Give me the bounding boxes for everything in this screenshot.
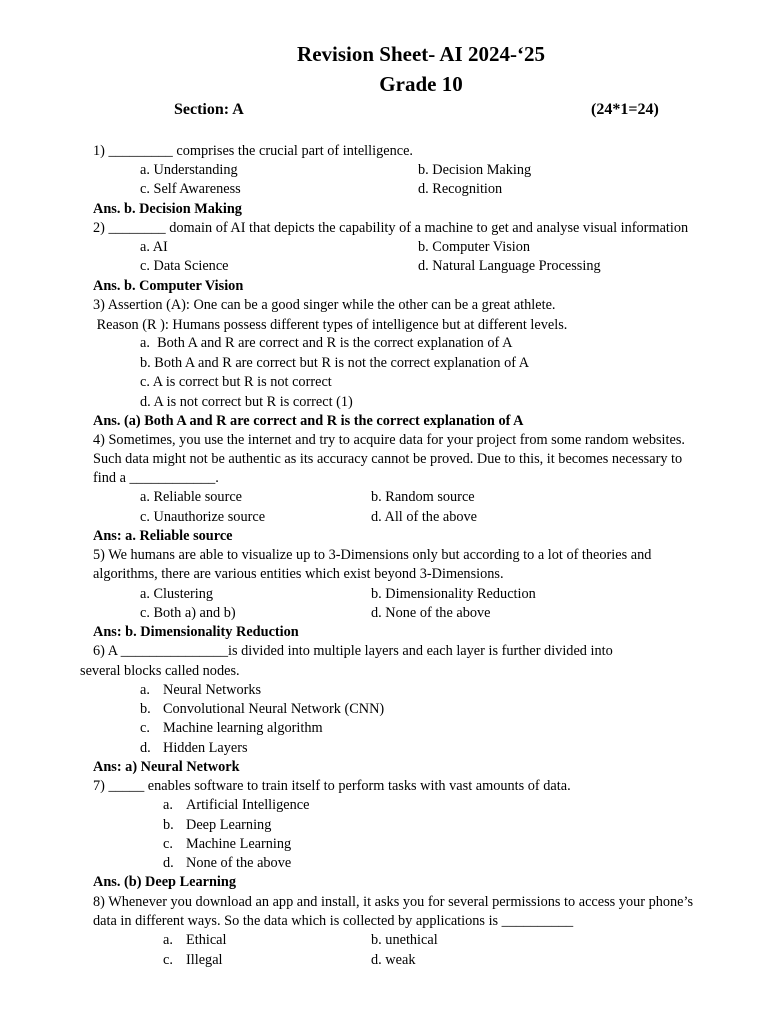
q4-option-b: b. Random source [371, 489, 475, 505]
q5-option-c: c. Both a) and b) [140, 605, 236, 621]
q1-option-c: c. Self Awareness [140, 181, 241, 197]
q1-answer: Ans. b. Decision Making [93, 201, 242, 217]
q6-option-a: Neural Networks [163, 682, 262, 698]
question-3-assertion: 3) Assertion (A): One can be a good singer while the other can be a great athlete. [93, 297, 556, 313]
q3-option-a: a. Both A and R are correct and R is the correct explanation of A [140, 335, 513, 351]
q7-option-c-marker: c. [163, 836, 173, 852]
q7-option-a-marker: a. [163, 797, 173, 813]
q6-option-c: Machine learning algorithm [163, 720, 323, 736]
q1-option-d: d. Recognition [418, 181, 503, 197]
grade-heading: Grade 10 [379, 72, 463, 96]
question-2: 2) ________ domain of AI that depicts the capability of a machine to get and analyse visual information [93, 220, 689, 236]
q7-answer: Ans. (b) Deep Learning [93, 874, 236, 890]
q3-option-c: c. A is correct but R is not correct [140, 374, 332, 390]
q5-answer: Ans: b. Dimensionality Reduction [93, 624, 299, 640]
q6-option-b: Convolutional Neural Network (CNN) [163, 701, 385, 717]
q4-option-a: a. Reliable source [140, 489, 243, 505]
q8-option-c: Illegal [186, 952, 223, 968]
q7-option-c: Machine Learning [186, 836, 292, 852]
question-5-line-1: 5) We humans are able to visualize up to 3-Dimensions only but according to a lot of theories and [93, 547, 652, 563]
q3-option-d: d. A is not correct but R is correct (1) [140, 394, 353, 410]
question-4-line-1: 4) Sometimes, you use the internet and try to acquire data for your project from some random websites. [93, 432, 685, 448]
q6-option-d: Hidden Layers [163, 740, 248, 756]
q7-option-b: Deep Learning [186, 817, 272, 833]
q6-option-d-marker: d. [140, 740, 151, 756]
question-6-line-2: several blocks called nodes. [80, 663, 240, 679]
q7-option-a: Artificial Intelligence [186, 797, 310, 813]
q1-option-b: b. Decision Making [418, 162, 532, 178]
q2-option-b: b. Computer Vision [418, 239, 531, 255]
q5-option-d: d. None of the above [371, 605, 491, 621]
q3-answer: Ans. (a) Both A and R are correct and R is the correct explanation of A [93, 413, 524, 429]
q8-option-b: b. unethical [371, 932, 438, 948]
q8-option-c-marker: c. [163, 952, 173, 968]
q4-answer: Ans: a. Reliable source [93, 528, 233, 544]
q4-option-d: d. All of the above [371, 509, 478, 525]
q2-option-c: c. Data Science [140, 258, 229, 274]
q8-option-d: d. weak [371, 952, 416, 968]
question-1: 1) _________ comprises the crucial part of intelligence. [93, 143, 413, 159]
q7-option-b-marker: b. [163, 817, 174, 833]
q5-option-a: a. Clustering [140, 586, 214, 602]
q2-option-d: d. Natural Language Processing [418, 258, 601, 274]
q3-option-b: b. Both A and R are correct but R is not the correct explanation of A [140, 355, 530, 371]
section-label: Section: A [174, 101, 244, 118]
section-marks: (24*1=24) [591, 101, 659, 118]
question-4-line-2: Such data might not be authentic as its accuracy cannot be proved. Due to this, it becomes necessary to [93, 451, 683, 467]
q5-option-b: b. Dimensionality Reduction [371, 586, 536, 602]
q8-option-a: Ethical [186, 932, 227, 948]
question-3-reason: Reason (R ): Humans possess different types of intelligence but at different levels. [93, 317, 568, 333]
sheet-title: Revision Sheet- AI 2024-‘25 [297, 42, 545, 66]
q6-answer: Ans: a) Neural Network [93, 759, 240, 775]
question-8-line-2: data in different ways. So the data which is collected by applications is __________ [93, 913, 574, 929]
q6-option-c-marker: c. [140, 720, 150, 736]
q1-option-a: a. Understanding [140, 162, 238, 178]
q6-option-b-marker: b. [140, 701, 151, 717]
question-7: 7) _____ enables software to train itself to perform tasks with vast amounts of data. [93, 778, 571, 794]
question-6-line-1: 6) A _______________is divided into multiple layers and each layer is further divided into [93, 643, 613, 659]
question-5-line-2: algorithms, there are various entities which exist beyond 3-Dimensions. [93, 566, 504, 582]
question-8-line-1: 8) Whenever you download an app and install, it asks you for several permissions to access your phone’s [93, 894, 694, 910]
q2-option-a: a. AI [140, 239, 168, 255]
q2-answer: Ans. b. Computer Vision [93, 278, 244, 294]
q7-option-d-marker: d. [163, 855, 174, 871]
q4-option-c: c. Unauthorize source [140, 509, 266, 525]
q6-option-a-marker: a. [140, 682, 150, 698]
q8-option-a-marker: a. [163, 932, 173, 948]
question-4-line-3: find a ____________. [93, 470, 219, 486]
q7-option-d: None of the above [186, 855, 292, 871]
